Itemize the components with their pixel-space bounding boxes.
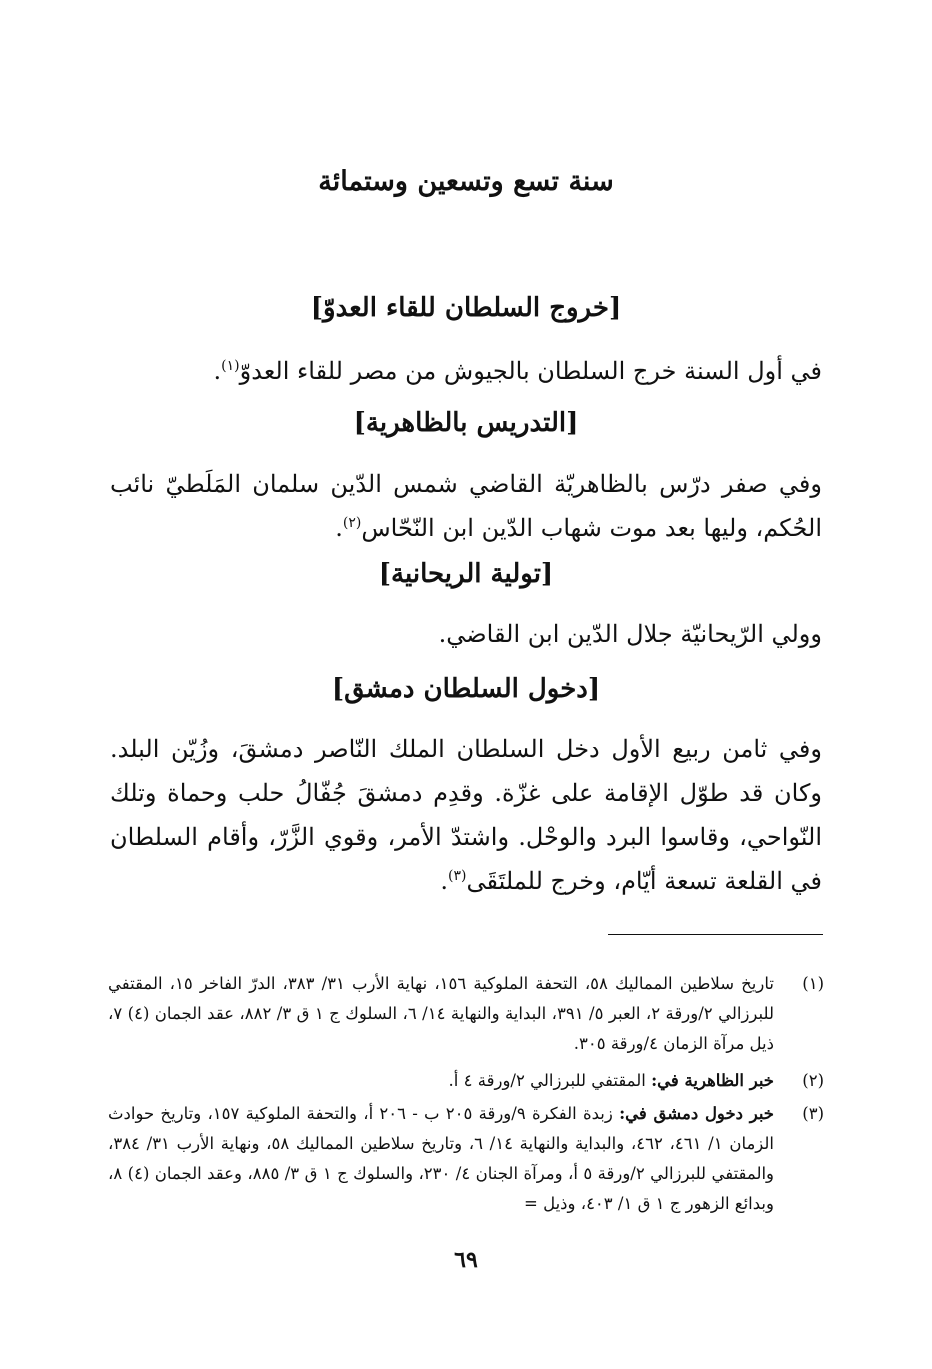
section-paragraph-rayhaniyya-appointment [110, 612, 822, 656]
footnote-number: (١) [802, 974, 824, 993]
footnote-text [108, 1099, 774, 1219]
paragraph-text: وفي ثامن ربيع الأول دخل السلطان الملك النّاصر دمشقَ، وزُيّن البلد. وكان قد طوّل الإقامة على غزّة. وقدِم دمشقَ جُفّالُ حلب وحماة وتلك النّواحي، وقاسوا البرد والوحْل. واشتدّ الأمر، وقوي الزَّرّ، وأقام السلطان في القلعة تسعة أيّام، وخرج للملتَقَى [110, 735, 822, 895]
footnote-2 [108, 1066, 824, 1096]
footnote-body: المقتفي للبرزالي ٢/ورقة ٤ أ. [448, 1071, 652, 1090]
footnote-ref: (٣) [447, 868, 467, 884]
footnote-lead: خبر دخول دمشق في: [619, 1104, 775, 1123]
section-paragraph-sultan-departure [110, 349, 822, 393]
footnote-body: تاريخ سلاطين المماليك ٥٨، التحفة الملوكية ١٥٦، نهاية الأرب ٣١/ ٣٨٣، الدرّ الفاخر ١٥، المقتفي للبرزالي ٢/ورقة ٢، العبر ٥/ ٣٩١، البداية والنهاية ١٤/ ٦، السلوك ج ١ ق ٣/ ٨٨٢، عقد الجمان (٤) ٧، ذيل مرآة الزمان ٤/ورقة ٣٠٥. [108, 974, 774, 1053]
paragraph-end: . [440, 867, 448, 895]
footnote-number: (٣) [802, 1104, 824, 1123]
footnote-body: زبدة الفكرة ٩/ورقة ٢٠٥ ب - ٢٠٦ أ، والتحفة الملوكية ١٥٧، وتاريخ حوادث الزمان ١/ ٤٦١، ٤٦٢، والبداية والنهاية ١٤/ ٦، وتاريخ سلاطين المماليك ٥٨، ونهاية الأرب ٣١/ ٣٨٤، والمقتفي للبرزالي ٢/ورقة ٥ أ، ومرآة الجنان ٤/ ٢٣٠، والسلوك ج ١ ق ٣/ ٨٨٥، وعقد الجمان (٤) ٨، وبدائع الزهور ج ١ ق ١/ ٤٠٣، وذيل = [108, 1104, 775, 1213]
footnote-ref: (٢) [342, 515, 362, 531]
paragraph-end: . [213, 357, 222, 385]
footnote-lead: خبر الظاهرية في: [651, 1071, 774, 1090]
paragraph-text: وولي الرّيحانيّة جلال الدّين ابن القاضي [446, 620, 822, 648]
section-paragraph-sultan-enters-damascus [110, 727, 822, 903]
year-title: سنة تسع وتسعين وستمائة [318, 166, 614, 197]
paragraph-text: وفي صفر درّس بالظاهريّة القاضي شمس الدّين سلمان المَلَطيّ نائب الحُكم، وليها بعد موت شهاب الدّين ابن النّحّاس [110, 470, 822, 542]
footnote-ref: (١) [221, 358, 240, 374]
section-heading-rayhaniyya-appointment: [تولية الريحانية] [378, 559, 554, 589]
footnote-text [108, 1066, 774, 1096]
paragraph-end: . [438, 620, 447, 648]
section-paragraph-zahiriyya-teaching [110, 462, 822, 550]
section-heading-zahiriyya-teaching: [التدريس بالظاهرية] [353, 408, 579, 438]
footnote-separator [608, 934, 823, 935]
paragraph-end: . [335, 514, 343, 542]
footnote-1 [108, 969, 824, 1059]
page-number: ٦٩ [454, 1247, 478, 1273]
section-heading-sultan-departure: [خروج السلطان للقاء العدوّ] [310, 293, 622, 323]
footnote-number: (٢) [802, 1071, 824, 1090]
footnote-3 [108, 1099, 824, 1219]
paragraph-text: في أول السنة خرج السلطان بالجيوش من مصر للقاء العدوّ [239, 357, 822, 385]
section-heading-sultan-enters-damascus: [دخول السلطان دمشق] [331, 674, 601, 704]
footnote-text [108, 969, 774, 1059]
